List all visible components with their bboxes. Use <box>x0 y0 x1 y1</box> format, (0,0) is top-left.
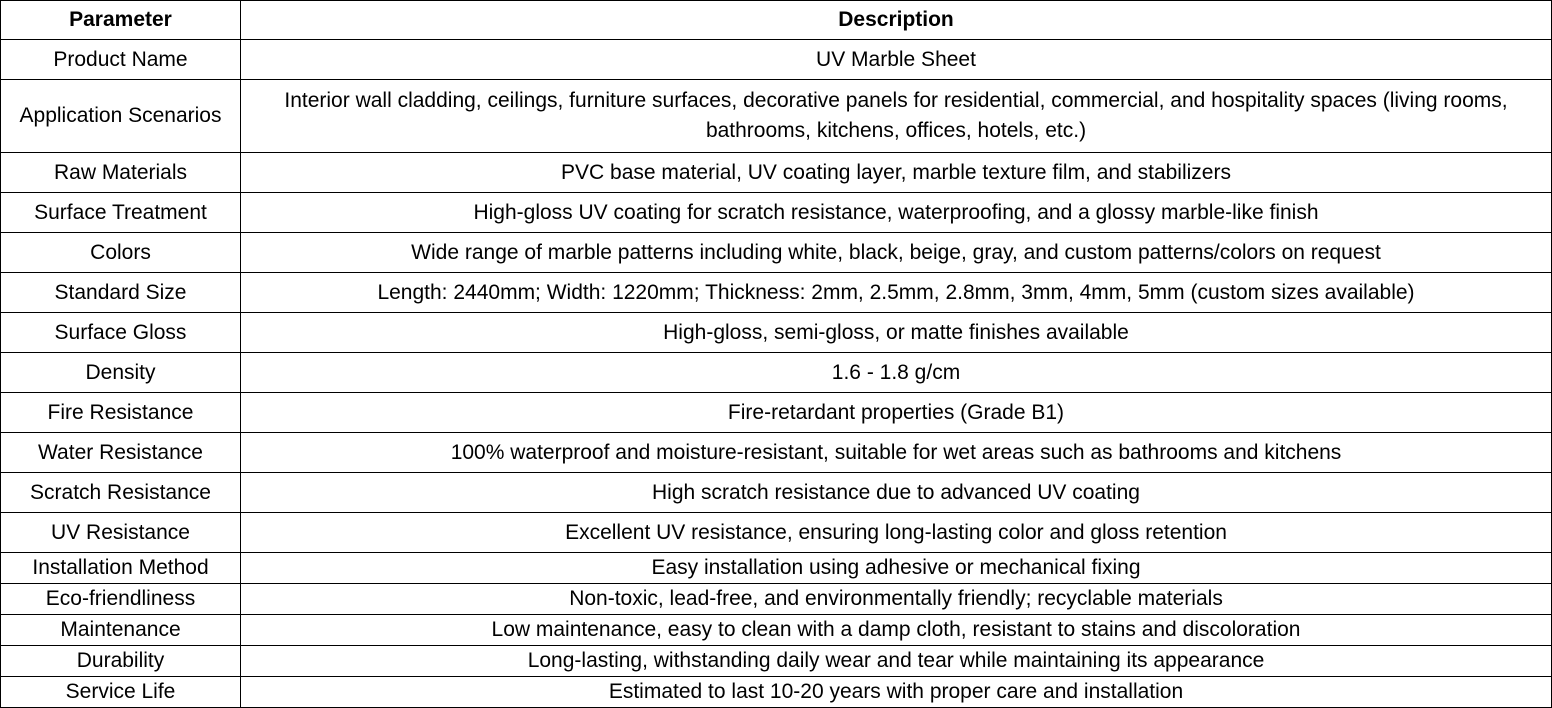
table-row <box>1 677 1552 708</box>
header-row <box>1 1 1552 40</box>
description-cell: Long-lasting, withstanding daily wear and tear while maintaining its appearance <box>241 646 1552 677</box>
parameter-cell: Service Life <box>1 677 241 708</box>
parameter-cell: Raw Materials <box>1 153 241 193</box>
parameter-cell: Water Resistance <box>1 433 241 473</box>
description-cell: PVC base material, UV coating layer, marble texture film, and stabilizers <box>241 153 1552 193</box>
table-row <box>1 615 1552 646</box>
parameter-cell: Surface Treatment <box>1 193 241 233</box>
table-row <box>1 40 1552 80</box>
description-cell: High-gloss UV coating for scratch resistance, waterproofing, and a glossy marble-like finish <box>241 193 1552 233</box>
table-row <box>1 193 1552 233</box>
parameter-cell: Eco-friendliness <box>1 584 241 615</box>
table-row <box>1 646 1552 677</box>
description-cell: Wide range of marble patterns including white, black, beige, gray, and custom patterns/colors on request <box>241 233 1552 273</box>
table-row <box>1 513 1552 553</box>
parameter-cell: Colors <box>1 233 241 273</box>
description-cell: Low maintenance, easy to clean with a damp cloth, resistant to stains and discoloration <box>241 615 1552 646</box>
parameter-cell: Scratch Resistance <box>1 473 241 513</box>
parameter-cell: Product Name <box>1 40 241 80</box>
parameter-cell: Maintenance <box>1 615 241 646</box>
parameter-cell: UV Resistance <box>1 513 241 553</box>
description-cell: High scratch resistance due to advanced UV coating <box>241 473 1552 513</box>
table-row <box>1 273 1552 313</box>
description-cell: Excellent UV resistance, ensuring long-lasting color and gloss retention <box>241 513 1552 553</box>
parameter-cell: Application Scenarios <box>1 80 241 153</box>
parameter-cell: Standard Size <box>1 273 241 313</box>
description-cell: Non-toxic, lead-free, and environmentally friendly; recyclable materials <box>241 584 1552 615</box>
table-row <box>1 233 1552 273</box>
description-cell: High-gloss, semi-gloss, or matte finishes available <box>241 313 1552 353</box>
header-description: Description <box>241 1 1552 40</box>
description-cell: Easy installation using adhesive or mechanical fixing <box>241 553 1552 584</box>
description-cell: Interior wall cladding, ceilings, furniture surfaces, decorative panels for residential, commercial, and hospitality spaces (living rooms, bathrooms, kitchens, offices, hotels, etc.) <box>241 80 1552 153</box>
description-cell: Estimated to last 10-20 years with proper care and installation <box>241 677 1552 708</box>
table-row <box>1 393 1552 433</box>
table-row <box>1 353 1552 393</box>
description-cell: UV Marble Sheet <box>241 40 1552 80</box>
table-row <box>1 313 1552 353</box>
description-cell: 1.6 - 1.8 g/cm <box>241 353 1552 393</box>
table-row <box>1 153 1552 193</box>
table-row <box>1 80 1552 153</box>
table-row <box>1 553 1552 584</box>
table-row <box>1 433 1552 473</box>
parameter-cell: Surface Gloss <box>1 313 241 353</box>
parameter-cell: Durability <box>1 646 241 677</box>
parameter-cell: Density <box>1 353 241 393</box>
table-row <box>1 584 1552 615</box>
description-cell: Fire-retardant properties (Grade B1) <box>241 393 1552 433</box>
description-cell: Length: 2440mm; Width: 1220mm; Thickness: 2mm, 2.5mm, 2.8mm, 3mm, 4mm, 5mm (custom sizes available) <box>241 273 1552 313</box>
description-cell: 100% waterproof and moisture-resistant, suitable for wet areas such as bathrooms and kitchens <box>241 433 1552 473</box>
parameter-cell: Fire Resistance <box>1 393 241 433</box>
parameter-cell: Installation Method <box>1 553 241 584</box>
header-parameter: Parameter <box>1 1 241 40</box>
table-row <box>1 473 1552 513</box>
